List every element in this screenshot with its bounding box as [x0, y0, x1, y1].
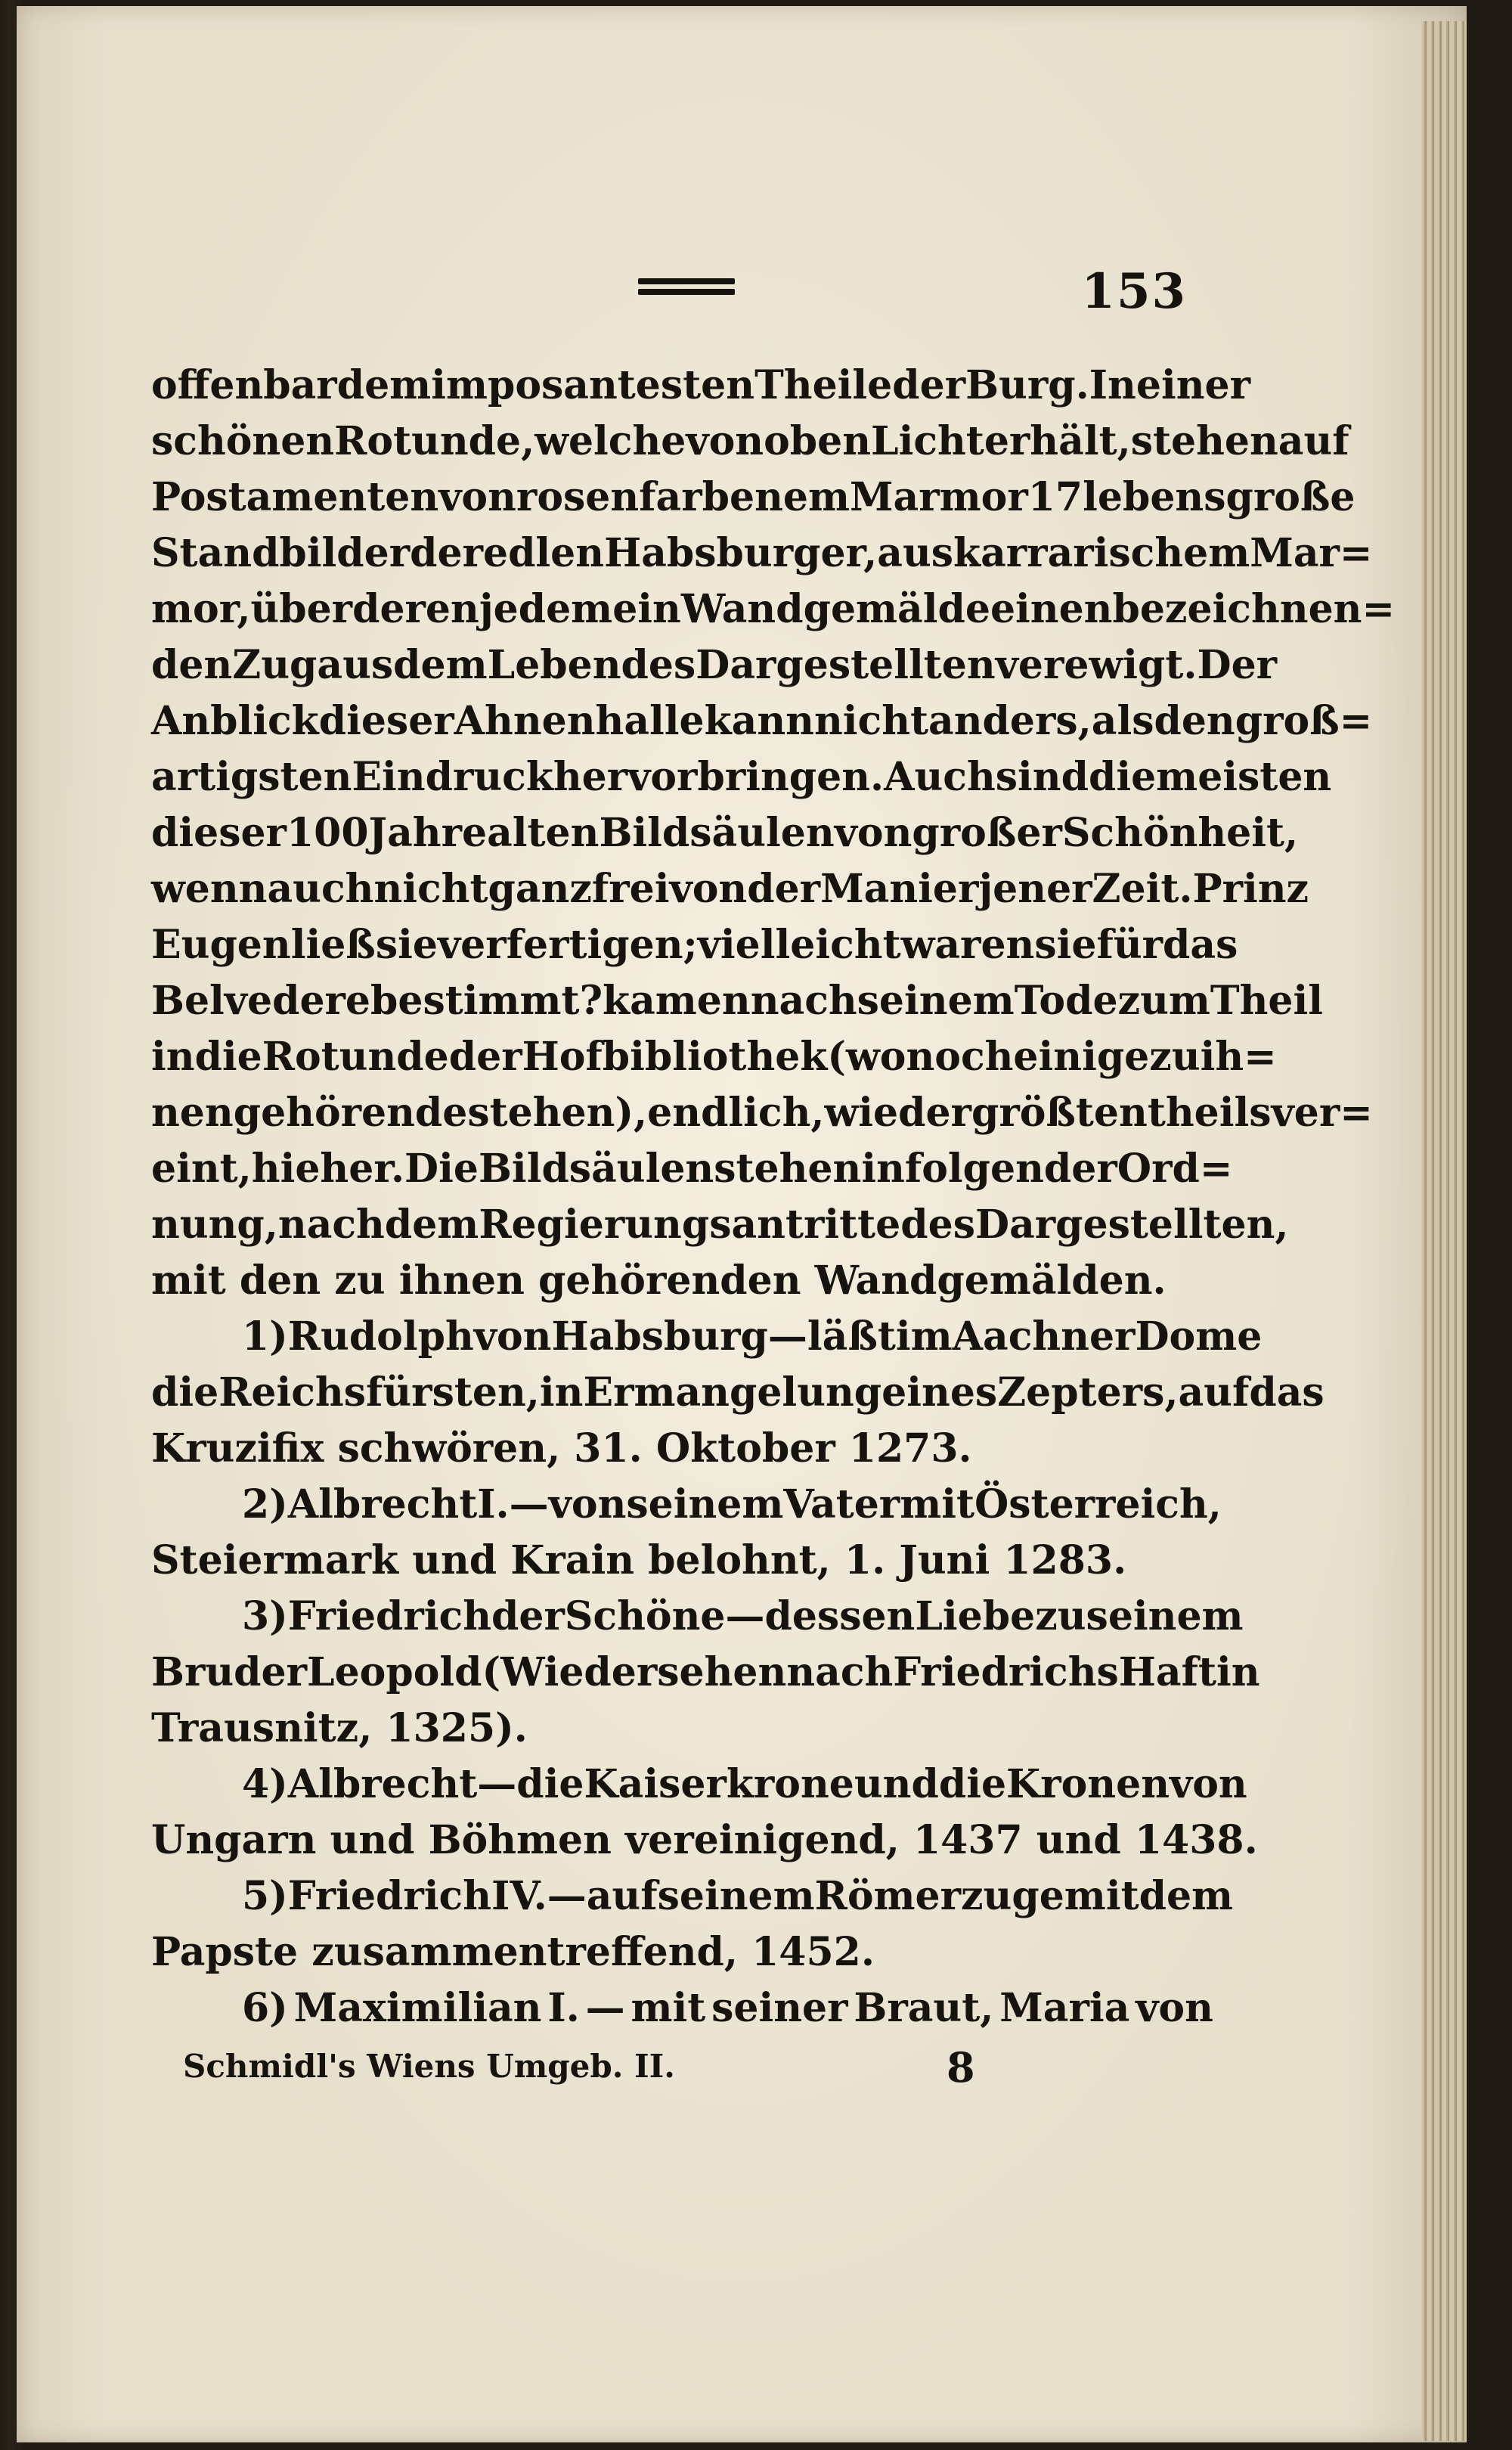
text-line: mit den zu ihnen gehörenden Wandgemälden. — [151, 1258, 1167, 1304]
word: Bruder — [151, 1649, 307, 1695]
word: seiner — [711, 1985, 848, 2031]
word: sie — [375, 922, 438, 968]
word: als — [1091, 698, 1154, 744]
word: auf — [586, 1873, 658, 1919]
word: nung, — [151, 1202, 278, 1248]
word: aus — [317, 642, 394, 688]
word: mit — [631, 1985, 706, 2031]
word: die — [1088, 754, 1157, 800]
word: und — [854, 1761, 939, 1807]
word: 5) — [242, 1873, 288, 1919]
word: Friedrich — [287, 1873, 492, 1919]
word: Jahre — [368, 810, 488, 856]
word: oben — [764, 418, 872, 464]
word: einige — [1013, 1034, 1150, 1080]
text-line: Ungarn und Böhmen vereinigend, 1437 und 1438. — [151, 1817, 1258, 1863]
word: alten — [487, 810, 600, 856]
word: zu — [1149, 1034, 1201, 1080]
word: karrarischem — [953, 530, 1250, 576]
text-line — [151, 749, 1332, 805]
word: eines — [881, 1369, 998, 1416]
word: auf — [1278, 418, 1349, 464]
word: ein — [612, 586, 681, 632]
word: folgender — [904, 1146, 1117, 1192]
word: in — [1216, 1649, 1260, 1695]
text-line — [151, 693, 1373, 749]
word: edlen — [482, 530, 605, 576]
word: über — [250, 586, 353, 632]
word: von — [669, 866, 748, 912]
word: Braut, — [854, 1985, 994, 2031]
word: wieder — [824, 1090, 971, 1136]
word: mit — [1064, 1873, 1139, 1919]
word: Auch — [884, 754, 996, 800]
word: Tode — [1014, 978, 1118, 1024]
word: Marmor — [849, 474, 1028, 520]
word: hervorbringen. — [553, 754, 885, 800]
word: verewigt. — [995, 642, 1198, 688]
word: nach — [277, 1202, 385, 1248]
word: der — [491, 1593, 565, 1639]
text-line — [151, 1141, 1233, 1197]
text-line: Trausnitz, 1325). — [151, 1705, 528, 1751]
word: Belvedere — [151, 978, 371, 1024]
word: Aachner — [952, 1313, 1136, 1360]
word: 6) — [242, 1985, 288, 2031]
word: von — [1136, 1985, 1213, 2031]
text-line — [151, 1029, 1277, 1085]
word: dem — [393, 642, 488, 688]
word: in — [539, 1369, 584, 1416]
word: Vater — [783, 1481, 900, 1527]
word: hieher. — [251, 1146, 405, 1192]
word: von — [686, 418, 764, 464]
word: groß= — [1235, 698, 1373, 744]
word: 17 — [1027, 474, 1083, 520]
word: Eugen — [151, 922, 291, 968]
word: schönen — [151, 418, 335, 464]
word: Ahnenhalle — [454, 698, 705, 744]
word: Rotunde — [262, 1034, 449, 1080]
word: seinem — [626, 1481, 784, 1527]
word: größtentheils — [971, 1090, 1272, 1136]
word: waren — [900, 922, 1035, 968]
word: lebensgroße — [1083, 474, 1356, 520]
word: Leben — [487, 642, 621, 688]
word: von — [473, 1313, 552, 1360]
word: Theil — [1210, 978, 1323, 1024]
word: Zepters, — [997, 1369, 1179, 1416]
word: auch — [267, 866, 374, 912]
word: I. — [547, 1985, 580, 2031]
list-item-line — [151, 1980, 1213, 2036]
word: von — [438, 474, 516, 520]
word: großer — [912, 810, 1062, 856]
text-line: Kruzifix schwören, 31. Oktober 1273. — [151, 1425, 972, 1472]
word: — — [477, 1761, 517, 1807]
word: Habsburg — [551, 1313, 768, 1360]
word: den — [1154, 698, 1235, 744]
word: frei — [591, 866, 670, 912]
word: dem — [384, 1202, 479, 1248]
word: Zeit. — [1092, 866, 1193, 912]
word: die — [194, 1034, 262, 1080]
word: sie — [1034, 922, 1097, 968]
word: des — [621, 642, 696, 688]
word: ih= — [1200, 1034, 1277, 1080]
word: Bildsäulen — [599, 810, 835, 856]
word: nach — [750, 978, 857, 1024]
word: — — [767, 1313, 807, 1360]
word: der — [410, 530, 483, 576]
word: Leopold — [307, 1649, 482, 1695]
word: Friedrich — [287, 1593, 492, 1639]
word: das — [1249, 1369, 1325, 1416]
word: 1) — [242, 1313, 288, 1360]
word: Schönheit, — [1061, 810, 1299, 856]
word: rosenfarbenem — [516, 474, 850, 520]
word: welche — [534, 418, 686, 464]
word: 2) — [242, 1481, 288, 1527]
word: von — [1170, 1761, 1247, 1807]
text-line — [151, 1645, 1260, 1701]
word: einen — [990, 586, 1113, 632]
word: 100 — [286, 810, 369, 856]
word: imposantesten — [431, 362, 755, 408]
word: Anblick — [151, 698, 319, 744]
word: zu — [1035, 1593, 1086, 1639]
word: kann — [704, 698, 814, 744]
word: läßt — [807, 1313, 896, 1360]
word: (Wiedersehen — [482, 1649, 787, 1695]
text-line — [151, 1085, 1373, 1141]
word: der — [448, 1034, 522, 1080]
word: nen — [151, 1090, 234, 1136]
word: IV. — [491, 1873, 547, 1919]
word: anders, — [928, 698, 1092, 744]
word: endlich, — [647, 1090, 825, 1136]
page-footer — [183, 2043, 1075, 2092]
word: zum — [1117, 978, 1210, 1024]
word: Albrecht — [287, 1761, 478, 1807]
word: 4) — [242, 1761, 288, 1807]
word: offenbar — [151, 362, 337, 408]
word: stehen — [1130, 418, 1278, 464]
text-line — [151, 973, 1323, 1029]
word: jedem — [479, 586, 613, 632]
word: Theile — [754, 362, 893, 408]
word: jener — [978, 866, 1092, 912]
word: auf — [1178, 1369, 1250, 1416]
text-line — [151, 861, 1309, 917]
text-line — [151, 805, 1299, 861]
word: Albrecht — [287, 1481, 478, 1527]
word: seinem — [657, 1873, 815, 1919]
list-item-line — [151, 1309, 1263, 1365]
word: der — [892, 362, 966, 408]
word: Mar= — [1250, 530, 1373, 576]
word: stehen), — [467, 1090, 648, 1136]
body-text — [151, 358, 1396, 2036]
word: Zug — [232, 642, 318, 688]
word: die — [516, 1761, 584, 1807]
word: dieser — [318, 698, 454, 744]
page-edges — [1421, 21, 1467, 2441]
word: — — [509, 1481, 549, 1527]
word: bezeichnen= — [1112, 586, 1396, 632]
word: dem — [1139, 1873, 1234, 1919]
list-item-line — [151, 1869, 1234, 1924]
text-line: Steiermark und Krain belohnt, 1. Juni 1283. — [151, 1537, 1127, 1583]
word: nach — [786, 1649, 894, 1695]
word: sind — [995, 754, 1089, 800]
word: Schöne — [564, 1593, 726, 1639]
word: einer — [1136, 362, 1250, 408]
word: von — [548, 1481, 627, 1527]
word: kamen — [603, 978, 751, 1024]
text-line: Papste zusammentreffend, 1452. — [151, 1929, 875, 1975]
word: Maximilian — [293, 1985, 542, 2031]
word: Ord= — [1117, 1146, 1233, 1192]
word: Licht — [871, 418, 984, 464]
list-item-line — [151, 1757, 1247, 1813]
word: den — [151, 642, 233, 688]
word: Kaiserkrone — [584, 1761, 854, 1807]
word: Dargestellten — [696, 642, 996, 688]
word: ließ — [290, 922, 376, 968]
text-line — [151, 526, 1373, 581]
word: aus — [877, 530, 954, 576]
word: Österreich, — [974, 1481, 1222, 1527]
word: Wandgemälde — [680, 586, 990, 632]
word: I. — [477, 1481, 510, 1527]
list-item-line — [151, 1589, 1244, 1645]
word: Dargestellten, — [974, 1202, 1289, 1248]
word: mor, — [151, 586, 251, 632]
word: die — [938, 1761, 1007, 1807]
word: ver= — [1271, 1090, 1373, 1136]
text-line — [151, 414, 1349, 470]
word: dem — [336, 362, 432, 408]
word: — — [547, 1873, 587, 1919]
word: Liebe — [915, 1593, 1036, 1639]
word: Rotunde, — [334, 418, 535, 464]
word: artigsten — [151, 754, 352, 800]
text-line — [151, 358, 1250, 414]
text-line — [151, 917, 1238, 973]
word: In — [1089, 362, 1136, 408]
word: der — [747, 866, 821, 912]
signature-mark: 8 — [947, 2043, 975, 2092]
word: — — [725, 1593, 765, 1639]
header-rule — [638, 278, 735, 296]
word: gehörende — [233, 1090, 468, 1136]
word: seinem — [857, 978, 1015, 1024]
word: dessen — [764, 1593, 916, 1639]
footer-title: Schmidl's Wiens Umgeb. II. — [183, 2048, 675, 2085]
word: verfertigen; — [437, 922, 698, 968]
word: nicht — [813, 698, 929, 744]
word: Haft — [1118, 1649, 1217, 1695]
text-line — [151, 470, 1356, 526]
word: Eindruck — [352, 754, 553, 800]
word: das — [1163, 922, 1238, 968]
word: deren — [352, 586, 479, 632]
word: mit — [900, 1481, 974, 1527]
word: stehen — [714, 1146, 862, 1192]
text-line — [151, 581, 1396, 637]
word: (wo — [827, 1034, 906, 1080]
word: seinem — [1086, 1593, 1244, 1639]
word: Habsburger, — [604, 530, 878, 576]
word: bestimmt? — [370, 978, 603, 1024]
word: Regierungsantritte — [479, 1202, 901, 1248]
word: für — [1096, 922, 1163, 968]
word: eint, — [151, 1146, 252, 1192]
word: Standbilder — [151, 530, 411, 576]
word: meisten — [1156, 754, 1332, 800]
word: Prinz — [1192, 866, 1309, 912]
word: die — [151, 1369, 219, 1416]
text-line — [151, 1365, 1325, 1421]
list-item-line — [151, 1477, 1222, 1533]
word: von — [834, 810, 912, 856]
word: vielleicht — [697, 922, 901, 968]
word: Reichsfürsten, — [218, 1369, 540, 1416]
word: in — [151, 1034, 195, 1080]
word: Hofbibliothek — [522, 1034, 828, 1080]
word: Kronen — [1006, 1761, 1170, 1807]
word: dieser — [151, 810, 287, 856]
word: 3) — [242, 1593, 288, 1639]
word: — — [585, 1985, 625, 2031]
word: Rudolph — [287, 1313, 474, 1360]
word: Maria — [999, 1985, 1130, 2031]
word: ganz — [488, 866, 592, 912]
word: nicht — [373, 866, 488, 912]
word: des — [900, 1202, 975, 1248]
word: noch — [906, 1034, 1014, 1080]
word: Burg. — [965, 362, 1089, 408]
word: Postamenten — [151, 474, 439, 520]
word: Friedrichs — [893, 1649, 1119, 1695]
text-line — [151, 1197, 1289, 1253]
page-sheet — [17, 6, 1467, 2442]
text-line — [151, 637, 1278, 693]
word: Manier — [820, 866, 979, 912]
word: Der — [1197, 642, 1278, 688]
word: Dome — [1135, 1313, 1263, 1360]
word: Bildsäulen — [478, 1146, 714, 1192]
word: in — [861, 1146, 905, 1192]
word: wenn — [151, 866, 268, 912]
word: Die — [404, 1146, 479, 1192]
word: im — [895, 1313, 953, 1360]
word: erhält, — [984, 418, 1131, 464]
word: Römerzuge — [814, 1873, 1064, 1919]
word: Ermangelung — [583, 1369, 882, 1416]
page-number: 153 — [1081, 263, 1187, 320]
